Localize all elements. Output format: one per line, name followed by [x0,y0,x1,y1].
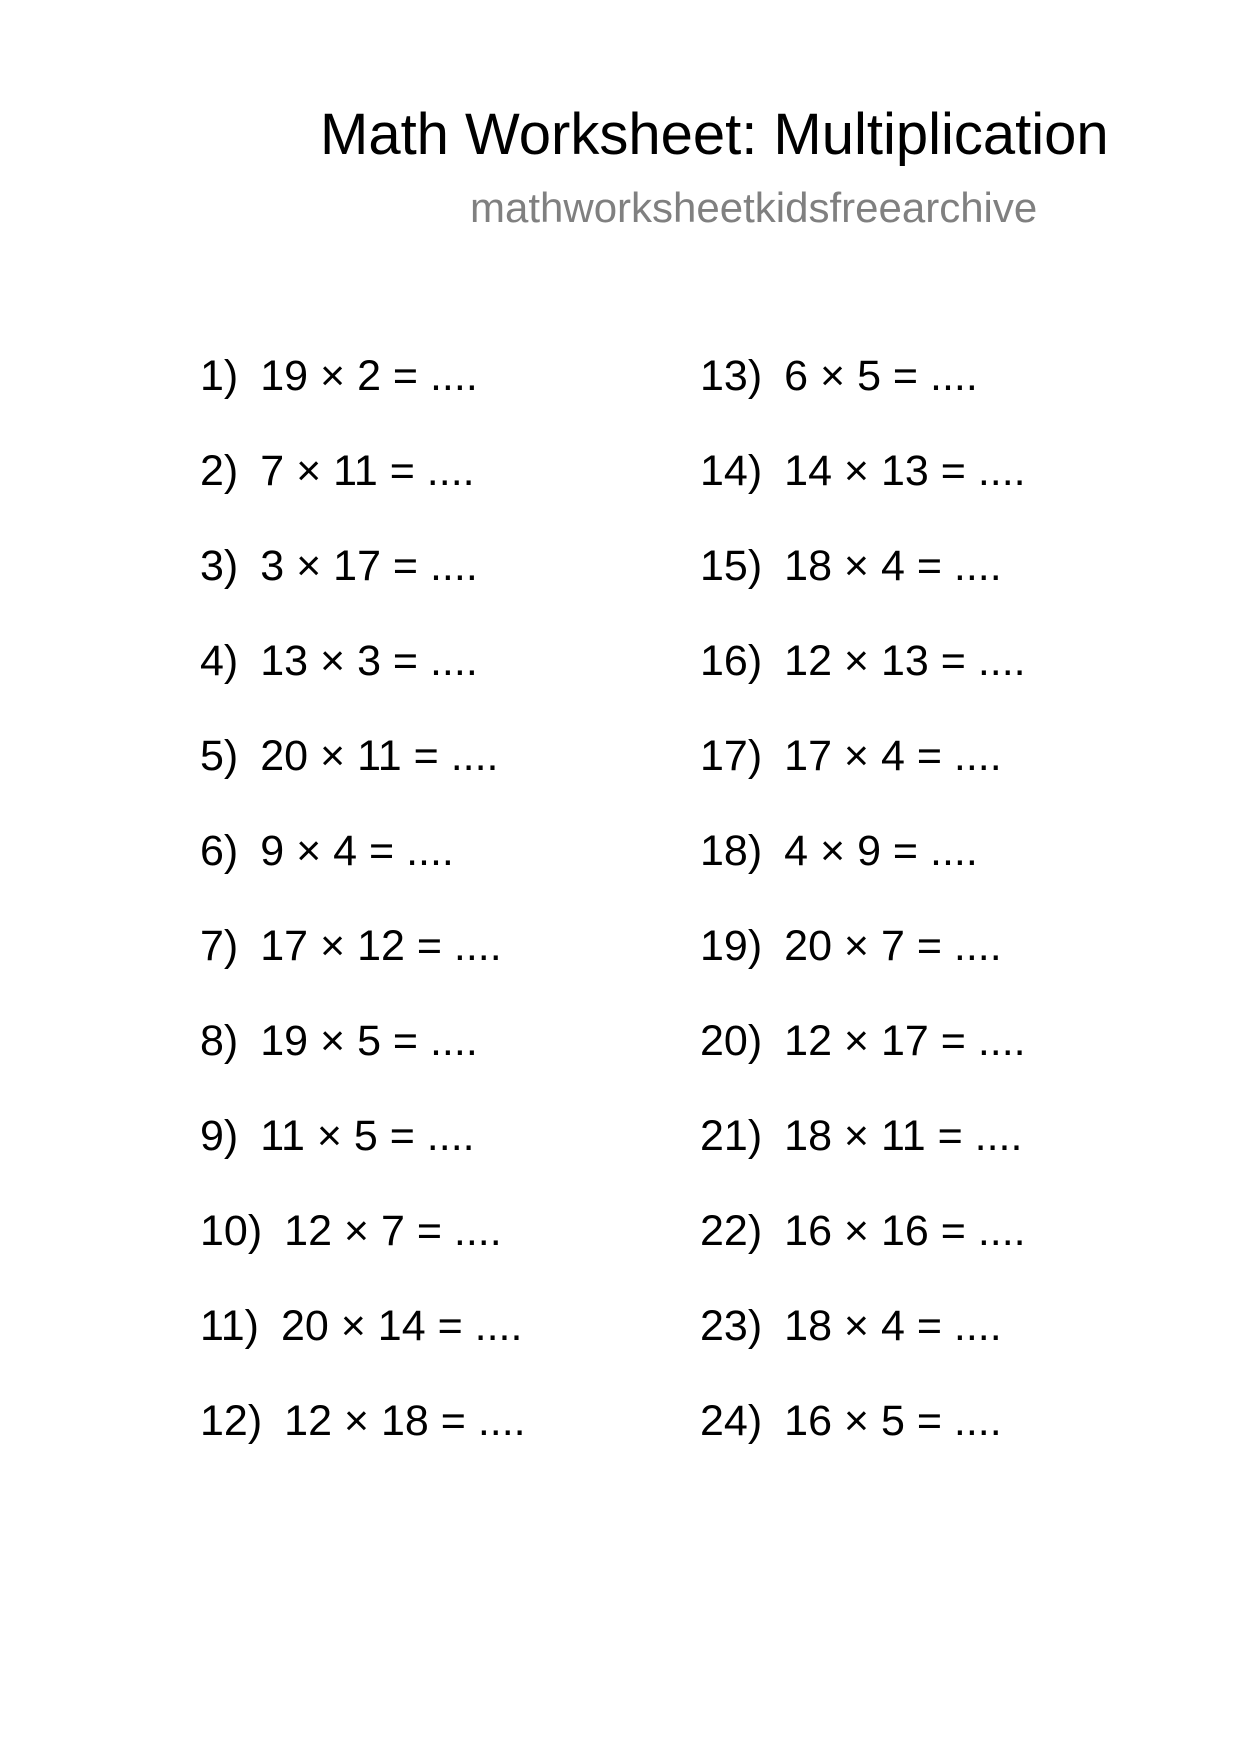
problem-expression: 7 × 11 = .... [260,447,475,495]
problem-number: 22) [700,1207,763,1255]
problem-number: 7) [200,922,239,970]
problem-expression: 11 × 5 = .... [260,1112,475,1160]
problem-item [700,1300,1026,1395]
problem-number: 3) [200,542,239,590]
problem-item [200,445,526,540]
problem-item [700,1395,1026,1490]
problem-number: 2) [200,447,239,495]
problem-expression: 18 × 4 = .... [784,1302,1002,1350]
problem-item [700,540,1026,635]
problem-expression: 6 × 5 = .... [784,352,978,400]
problem-item [200,1395,526,1490]
problem-number: 13) [700,352,763,400]
problem-number: 8) [200,1017,239,1065]
problem-item [700,445,1026,540]
problem-expression: 19 × 2 = .... [260,352,478,400]
problem-number: 15) [700,542,763,590]
problem-expression: 3 × 17 = .... [260,542,478,590]
problem-item [700,730,1026,825]
problem-expression: 12 × 7 = .... [284,1207,502,1255]
problem-item [200,540,526,635]
problem-number: 17) [700,732,763,780]
problem-item [200,350,526,445]
problem-expression: 14 × 13 = .... [784,447,1026,495]
problem-number: 12) [200,1397,263,1445]
problem-expression: 20 × 7 = .... [784,922,1002,970]
problem-item [200,1110,526,1205]
problem-item [700,825,1026,920]
problem-number: 1) [200,352,239,400]
problem-item [200,1015,526,1110]
problem-expression: 12 × 13 = .... [784,637,1026,685]
problem-item [700,350,1026,445]
problem-expression: 13 × 3 = .... [260,637,478,685]
problem-number: 10) [200,1207,263,1255]
problem-item [200,730,526,825]
problem-column-right [700,350,1026,1490]
problem-expression: 19 × 5 = .... [260,1017,478,1065]
problem-number: 20) [700,1017,763,1065]
problem-expression: 16 × 16 = .... [784,1207,1026,1255]
problem-number: 18) [700,827,763,875]
worksheet-subtitle: mathworksheetkidsfreearchive [470,184,1038,231]
problem-item [200,920,526,1015]
problem-item [700,1015,1026,1110]
problem-number: 9) [200,1112,239,1160]
problem-item [700,920,1026,1015]
problem-item [200,1300,526,1395]
problem-expression: 18 × 11 = .... [784,1112,1023,1160]
problem-number: 4) [200,637,239,685]
problem-expression: 12 × 18 = .... [284,1397,526,1445]
problem-number: 11) [200,1302,259,1350]
worksheet-title: Math Worksheet: Multiplication [320,102,1109,167]
problem-number: 14) [700,447,763,495]
problem-item [200,1205,526,1300]
problem-expression: 16 × 5 = .... [784,1397,1002,1445]
problem-number: 23) [700,1302,763,1350]
problem-number: 21) [700,1112,763,1160]
problem-number: 16) [700,637,763,685]
problem-expression: 4 × 9 = .... [784,827,978,875]
problem-expression: 20 × 14 = .... [280,1302,523,1350]
problem-item [700,1205,1026,1300]
problem-column-left [200,350,526,1490]
problem-expression: 20 × 11 = .... [260,732,499,780]
problem-item [200,635,526,730]
problem-number: 24) [700,1397,763,1445]
problem-number: 6) [200,827,239,875]
problem-expression: 17 × 12 = .... [260,922,502,970]
problem-number: 19) [700,922,763,970]
problem-expression: 17 × 4 = .... [784,732,1002,780]
problem-expression: 18 × 4 = .... [784,542,1002,590]
problem-number: 5) [200,732,239,780]
problem-item [200,825,526,920]
problem-item [700,635,1026,730]
problem-expression: 9 × 4 = .... [260,827,454,875]
problem-item [700,1110,1026,1205]
problem-expression: 12 × 17 = .... [784,1017,1026,1065]
